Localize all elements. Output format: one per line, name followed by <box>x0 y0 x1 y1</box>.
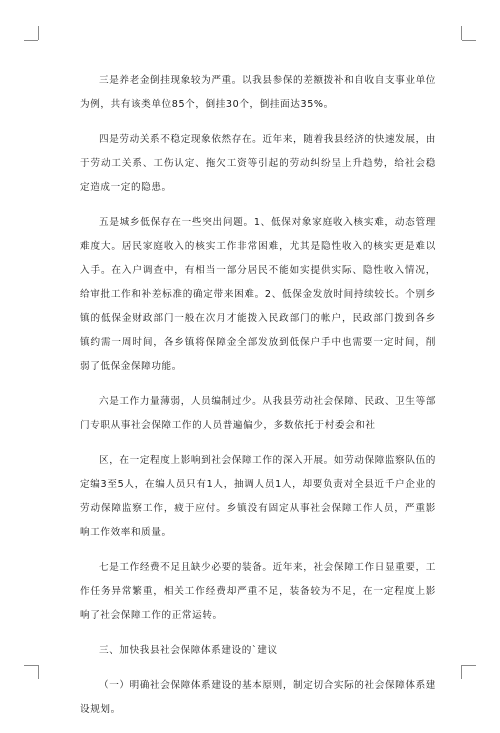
crop-mark-top-right-h <box>462 40 476 41</box>
crop-mark-bottom-left-h <box>24 665 38 666</box>
crop-mark-top-left-v <box>38 26 39 40</box>
paragraph-principles: （一）明确社会保障体系建设的基本原则，制定切合实际的社会保障体系建设规划。 <box>80 680 436 715</box>
paragraph-workforce-continued: 区，在一定程度上影响到社会保障工作的深入开展。如劳动保障监察队伍的定编3至5人，在编人员只有1人，抽调人员1人，却要负责对全县近千户企业的劳动保障监察工作，疲于应付。乡镇没有固定从事社会保障工作人员，严重影响工作效率和质量。 <box>80 455 436 538</box>
crop-mark-bottom-right-h <box>462 665 476 666</box>
crop-mark-bottom-left-v <box>38 665 39 679</box>
crop-mark-top-left-h <box>24 40 38 41</box>
paragraph-pension-inversion: 三是养老金倒挂现象较为严重。以我县参保的差额拨补和自收自支事业单位为例，共有该类单位85个，倒挂30个，倒挂面达35%。 <box>80 75 436 110</box>
paragraph-labor-relations: 四是劳动关系不稳定现象依然存在。近年来，随着我县经济的快速发展，由于劳动工关系、工伤认定、拖欠工资等引起的劳动纠纷呈上升趋势，给社会稳定造成一定的隐患。 <box>80 134 436 193</box>
paragraph-insufficient-funding: 七是工作经费不足且缺少必要的装备。近年来，社会保障工作日显重要，工作任务异常繁重，相关工作经费却严重不足，装备较为不足，在一定程度上影响了社会保障工作的正常运转。 <box>80 562 436 621</box>
crop-mark-top-right-v <box>461 26 462 40</box>
paragraph-minimum-living-security: 五是城乡低保存在一些突出问题。1、低保对象家庭收入核实难，动态管理难度大。居民家庭收入的核实工作非常困难，尤其是隐性收入的核实更是难以入手。在入户调查中，有相当一部分居民不能如实提供实际、隐性收入情况，给审批工作和补差标准的确定带来困难。2、低保金发放时间持续较长。个别乡镇的低保金财政部门一般在次月才能拨入民政部门的帐户，民政部门拨到各乡镇约需一周时间，各乡镇将保障金全部发放到低保户手中也需要一定时间，削弱了低保金保障功能。 <box>80 217 436 372</box>
crop-mark-bottom-right-v <box>461 665 462 679</box>
paragraph-weak-workforce: 六是工作力量薄弱，人员编制过少。从我县劳动社会保障、民政、卫生等部门专职从事社会保障工作的人员普遍偏少，多数依托于村委会和社 <box>80 396 436 431</box>
document-body <box>80 69 436 733</box>
section-heading-suggestions: 三、加快我县社会保障体系建设的`建议 <box>99 645 278 656</box>
